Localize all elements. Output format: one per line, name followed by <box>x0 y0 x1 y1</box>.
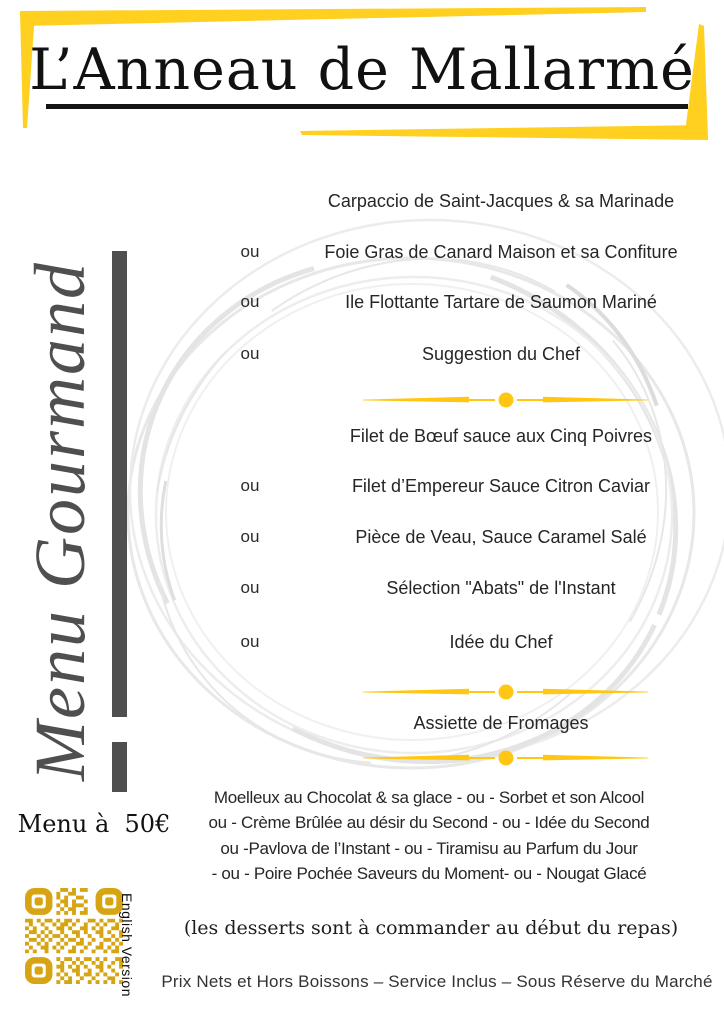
dish-label: Foie Gras de Canard Maison et sa Confiture <box>324 242 678 262</box>
dish-label: Idée du Chef <box>449 632 553 652</box>
dish-label: Sélection "Abats" de l'Instant <box>386 578 616 598</box>
or-label: ou <box>240 292 260 311</box>
dish-label: Ile Flottante Tartare de Saumon Mariné <box>345 292 657 312</box>
menu-row <box>0 424 724 448</box>
or-label: ou <box>240 632 260 651</box>
or-label: ou <box>240 476 260 495</box>
title-underline <box>46 104 688 109</box>
or-label: ou <box>240 578 260 597</box>
or-label: ou <box>240 344 260 363</box>
dish-label: Assiette de Fromages <box>413 713 589 733</box>
dessert-list <box>119 785 724 887</box>
menu-row <box>0 576 724 600</box>
restaurant-title: L’Anneau de Mallarmé <box>29 37 695 103</box>
dessert-line: - ou - Poire Pochée Saveurs du Moment- ou - Nougat Glacé <box>211 864 647 884</box>
dessert-line: ou - Crème Brûlée au désir du Second - ou - Idée du Second <box>208 813 650 833</box>
dessert-note: (les desserts sont à commander au début du repas) <box>183 917 679 939</box>
footer-note: Prix Nets et Hors Boissons – Service Inclus – Sous Réserve du Marché <box>161 972 713 991</box>
dish-label: Filet d’Empereur Sauce Citron Caviar <box>351 476 651 496</box>
menu-price: Menu à 50€ <box>17 810 171 838</box>
dish-label: Carpaccio de Saint-Jacques & sa Marinade <box>327 191 675 211</box>
menu-row <box>0 290 724 314</box>
gold-divider <box>357 683 653 701</box>
dish-label: Suggestion du Chef <box>421 344 581 364</box>
dessert-line: Moelleux au Chocolat & sa glace - ou - Sorbet et son Alcool <box>213 788 645 807</box>
english-version-label: English Version <box>119 892 135 997</box>
menu-row <box>0 189 724 213</box>
menu-row <box>0 711 724 735</box>
gold-divider <box>357 749 653 767</box>
or-label: ou <box>240 242 260 261</box>
menu-row <box>0 525 724 549</box>
gold-divider <box>357 391 653 409</box>
qr-code <box>25 888 123 984</box>
or-label: ou <box>240 527 260 546</box>
dish-label: Pièce de Veau, Sauce Caramel Salé <box>355 527 647 547</box>
menu-script-title: Menu Gourmand <box>20 261 100 781</box>
menu-row <box>0 630 724 654</box>
dish-label: Filet de Bœuf sauce aux Cinq Poivres <box>349 426 653 446</box>
menu-row <box>0 474 724 498</box>
dessert-line: ou -Pavlova de l’Instant - ou - Tiramisu au Parfum du Jour <box>220 838 638 858</box>
menu-row <box>0 342 724 366</box>
menu-row <box>0 240 724 264</box>
